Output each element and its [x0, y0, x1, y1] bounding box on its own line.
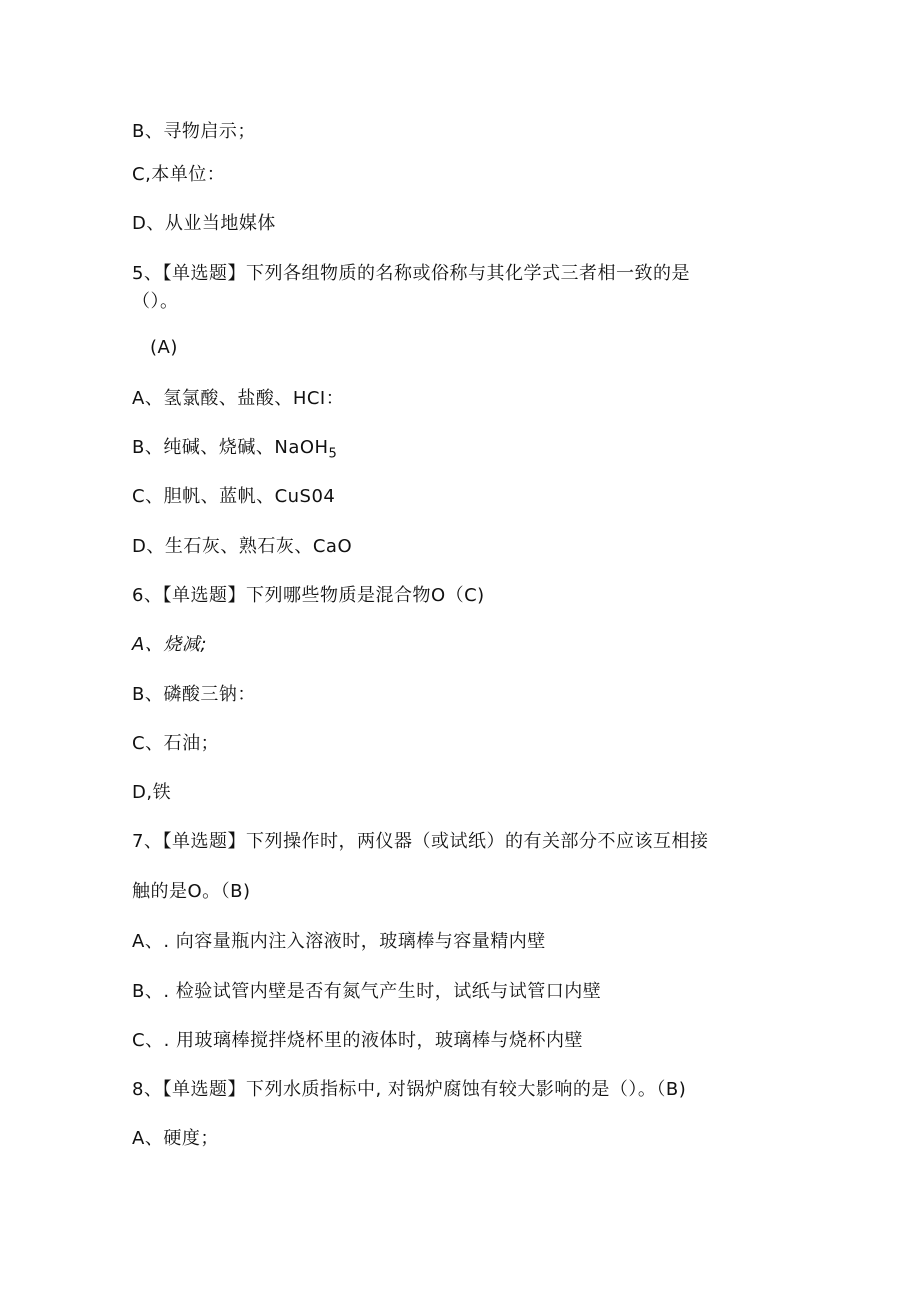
question-6: 6、【单选题】下列哪些物质是混合物O（C): [132, 585, 485, 606]
question-5-continued: （）。: [132, 291, 179, 312]
question-5: 5、【单选题】下列各组物质的名称或俗称与其化学式三者相一致的是: [132, 263, 690, 284]
question-7-continued: 触的是O。（B): [132, 881, 251, 902]
option-a-q5: A、氢氯酸、盐酸、HCI：: [132, 388, 345, 409]
option-c-q6: C、石油；: [132, 733, 220, 754]
option-b-q5-text: B、纯碱、烧碱、NaOH: [132, 437, 329, 458]
option-c-q4: C,本单位：: [132, 164, 226, 185]
option-c-q5: C、胆帆、蓝帆、CuS04: [132, 486, 336, 507]
question-7: 7、【单选题】下列操作时，两仪器（或试纸）的有关部分不应该互相接: [132, 831, 709, 852]
option-b-q6: B、磷酸三钠：: [132, 684, 256, 705]
option-a-q8: A、硬度；: [132, 1128, 219, 1149]
option-d-q6: D,铁: [132, 782, 172, 803]
option-a-q7: A、. 向容量瓶内注入溶液时，玻璃棒与容量精内壁: [132, 931, 546, 952]
option-a-q6: A、烧减;: [132, 634, 207, 655]
option-b-q5: [132, 436, 337, 467]
option-d-q4: D、从业当地媒体: [132, 213, 276, 234]
option-d-q5: D、生石灰、熟石灰、CaO: [132, 536, 353, 557]
answer-q5: (A): [150, 337, 178, 358]
option-c-q7: C、. 用玻璃棒搅拌烧杯里的液体时，玻璃棒与烧杯内壁: [132, 1030, 584, 1051]
question-8: 8、【单选题】下列水质指标中, 对锅炉腐蚀有较大影响的是（）。（B): [132, 1079, 687, 1100]
option-b-q5-subscript: 5: [328, 446, 338, 462]
option-b-q7: B、. 检验试管内壁是否有氮气产生时，试纸与试管口内壁: [132, 981, 602, 1002]
option-b-q4: B、寻物启示；: [132, 121, 256, 142]
